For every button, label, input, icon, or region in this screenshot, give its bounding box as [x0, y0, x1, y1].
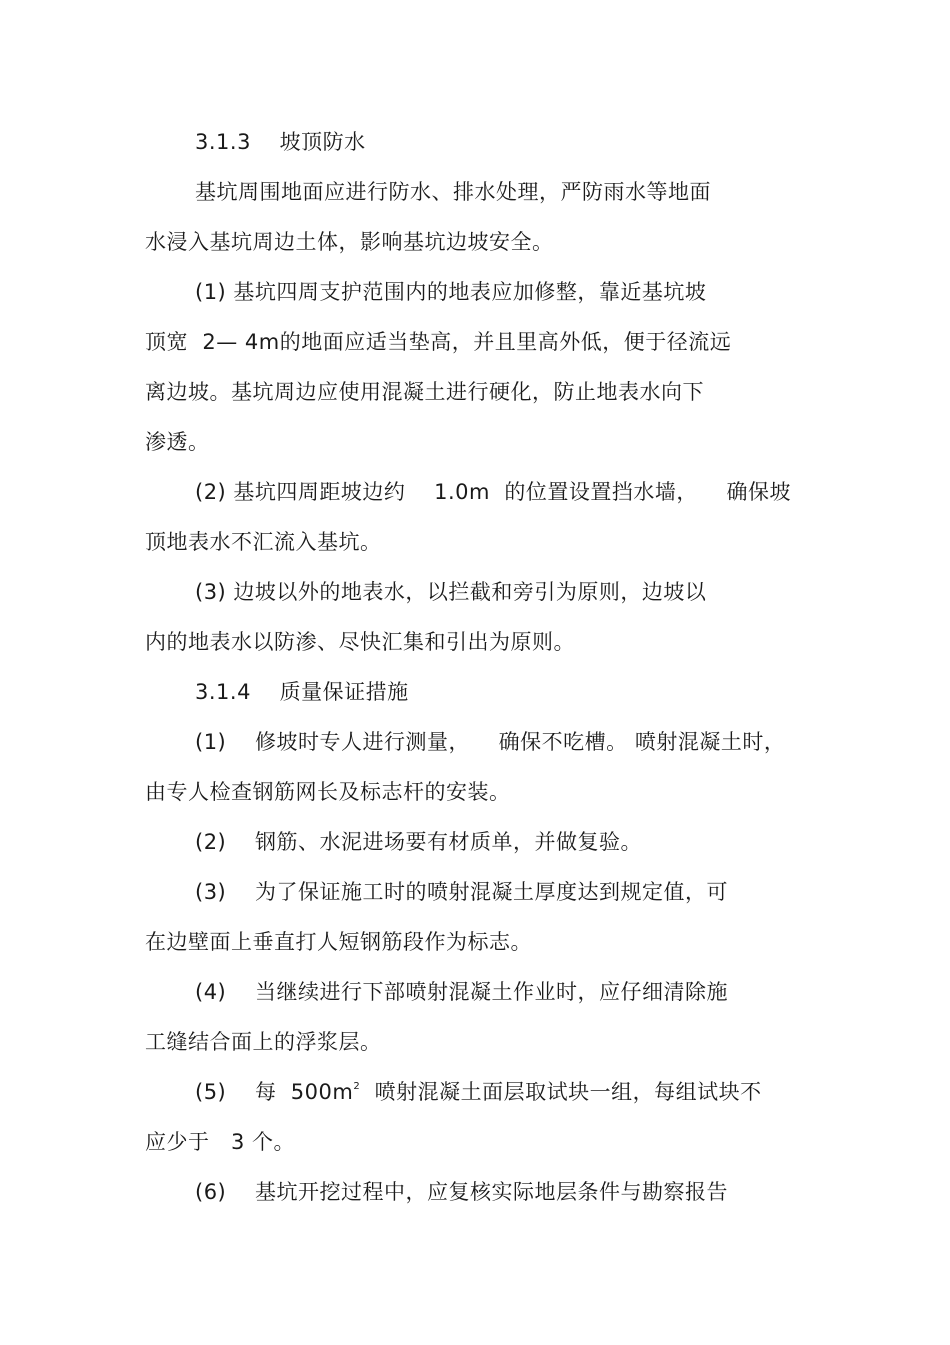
paragraph-line: (1) 修坡时专人进行测量， 确保不吃槽。 喷射混凝土时， — [195, 730, 786, 754]
paragraph-line — [195, 1078, 762, 1106]
paragraph-line: 顶宽 2— 4m的地面应适当垫高，并且里高外低，便于径流远 — [145, 330, 732, 354]
paragraph-line: 渗透。 — [145, 430, 210, 454]
paragraph-line: 应少于 3 个。 — [145, 1130, 296, 1154]
paragraph-line: (2) 钢筋、水泥进场要有材质单，并做复验。 — [195, 830, 642, 854]
text-run: (5) 每 500m — [195, 1080, 354, 1104]
superscript: 2 — [353, 1081, 361, 1092]
paragraph-line: 在边壁面上垂直打人短钢筋段作为标志。 — [145, 930, 532, 954]
paragraph-line: 工缝结合面上的浮浆层。 — [145, 1030, 382, 1054]
paragraph-line: (2) 基坑四周距坡边约 1.0m 的位置设置挡水墙， 确保坡 — [195, 480, 792, 504]
paragraph-line: (3) 边坡以外的地表水，以拦截和旁引为原则，边坡以 — [195, 580, 707, 604]
text-run: 喷射混凝土面层取试块一组，每组试块不 — [360, 1080, 762, 1104]
section-heading-3-1-4: 3.1.4 质量保证措施 — [195, 680, 409, 704]
paragraph-line: (3) 为了保证施工时的喷射混凝土厚度达到规定值，可 — [195, 880, 728, 904]
paragraph-line: (6) 基坑开挖过程中，应复核实际地层条件与勘察报告 — [195, 1180, 728, 1204]
section-heading-3-1-3: 3.1.3 坡顶防水 — [195, 130, 366, 154]
paragraph-line: (1) 基坑四周支护范围内的地表应加修整，靠近基坑坡 — [195, 280, 707, 304]
paragraph-line: 顶地表水不汇流入基坑。 — [145, 530, 382, 554]
paragraph-line: 水浸入基坑周边土体，影响基坑边坡安全。 — [145, 230, 554, 254]
paragraph-line: 基坑周围地面应进行防水、排水处理，严防雨水等地面 — [195, 180, 711, 204]
paragraph-line: 内的地表水以防渗、尽快汇集和引出为原则。 — [145, 630, 575, 654]
paragraph-line: 由专人检查钢筋网长及标志杆的安装。 — [145, 780, 511, 804]
paragraph-line: (4) 当继续进行下部喷射混凝土作业时，应仔细清除施 — [195, 980, 728, 1004]
paragraph-line: 离边坡。基坑周边应使用混凝土进行硬化，防止地表水向下 — [145, 380, 704, 404]
